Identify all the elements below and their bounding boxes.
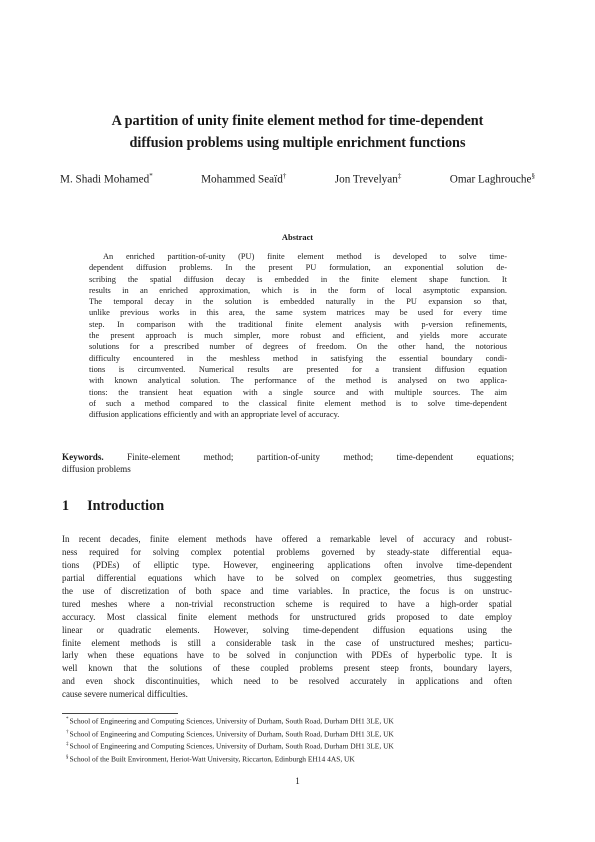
body-line: tured meshes where a non-trivial reconstruction scheme is required to have a high-order spatial [62,598,512,609]
abstract-line: diffusion applications efficiently and with an appropriate level of accuracy. [89,410,340,420]
abstract-line: with known analytical solution. The performance of the method is analysed on two applica- [89,376,507,386]
keywords-label: Keywords. [62,452,104,462]
introduction-paragraph [62,533,512,701]
section-number: 1 [62,498,70,514]
keywords-text: diffusion problems [62,463,131,474]
abstract-body [89,251,507,420]
paper-title [50,110,545,154]
keywords-text: Finite-element method; partition-of-unity method; time-dependent equations; [127,452,514,462]
body-line: larly when these equations have to be solved in conjunction with PDEs of hyperbolic type. It is [62,650,512,661]
abstract-heading: Abstract [281,233,314,242]
abstract-line: difficulty encountered in the meshless method in satisfying the essential boundary condi- [89,353,507,363]
abstract-line: solutions for a prescribed number of degrees of freedom. On the other hand, the notorious [89,342,507,352]
body-line: and even shock discontinuities, which need to be resolved accurately in applications and often [62,676,512,687]
footnote: ‡School of Engineering and Computing Sciences, University of Durham, South Road, Durham DH1 3LE, UK [66,741,394,751]
section-heading [62,498,164,515]
body-line: partial differential equations which have to be solved on complex geometries, thus suggesting [62,572,512,583]
body-line: linear or quadratic elements. However, solving time-dependent diffusion equations using the [62,624,512,635]
title-line-1: A partition of unity finite element method for time-dependent [111,113,484,129]
footnote: †School of Engineering and Computing Sciences, University of Durham, South Road, Durham DH1 3LE, UK [66,729,394,739]
author-list [60,172,535,186]
abstract-line: scribing the spatial diffusion decay is embedded in the finite element shape function. It [89,274,507,284]
abstract-line: An enriched partition-of-unity (PU) finite element method is developed to solve time- [103,252,507,261]
abstract-line: unlike previous works in this area, the same system matrices may be used for every time [89,308,507,318]
body-line: finite element methods is still a considerable task in the case of unstructured meshes; particu- [62,637,512,648]
body-line: well known that the solutions of these coupled problems present steep fronts, boundary layers, [62,663,512,674]
body-line: the use of discretization of both space and time variables. In practice, the focus is on unstruc- [62,585,512,596]
author: Omar Laghrouche§ [449,172,535,186]
body-line: In recent decades, finite element methods have offered a remarkable level of accuracy and robust- [62,534,512,544]
author: Mohammed Seaïd† [201,172,287,186]
body-line: ness required for solving complex potential problems governed by steady-state differential equa- [62,546,512,557]
author: Jon Trevelyan‡ [334,172,402,186]
page-number: 1 [295,776,300,786]
footnotes [62,714,522,765]
abstract-line: step. In comparison with the traditional finite element analysis with p-version refinements, [89,319,507,329]
section-title: Introduction [87,498,165,514]
body-line: cause severe numerical difficulties. [62,689,188,700]
footnote: §School of the Built Environment, Heriot-Watt University, Riccarton, Edinburgh EH14 4AS, UK [66,754,355,764]
body-line: tions (PDEs) of elliptic type. However, engineering applications often involve time-dependent [62,559,512,570]
title-line-2: diffusion problems using multiple enrichment functions [129,135,466,151]
abstract-line: The temporal decay in the solution is embedded naturally in the PU expansion so that, [89,297,507,307]
footnote: *School of Engineering and Computing Sciences, University of Durham, South Road, Durham DH1 3LE, UK [66,716,394,726]
abstract-line: tions is circumvented. Numerical results are presented for a transient diffusion equation [89,364,507,374]
keywords [62,452,514,475]
abstract-line: tions: the transient heat equation with a single source and with multiple sources. The aim [89,387,507,397]
abstract-line: results in an enriched approximation, which is in the form of local asymptotic expansion. [89,285,507,295]
abstract-line: the present approach is much simpler, more robust and efficient, and yields more accurate [89,331,507,341]
abstract-line: dependent diffusion problems. In the present PU formulation, an exponential solution de- [89,263,507,273]
abstract-line: of such a method compared to the classical finite element method is to solve time-dependent [89,398,507,408]
author: M. Shadi Mohamed* [60,172,153,186]
body-line: accuracy. Most classical finite element methods for unstructured grids proposed to date employ [62,611,512,622]
